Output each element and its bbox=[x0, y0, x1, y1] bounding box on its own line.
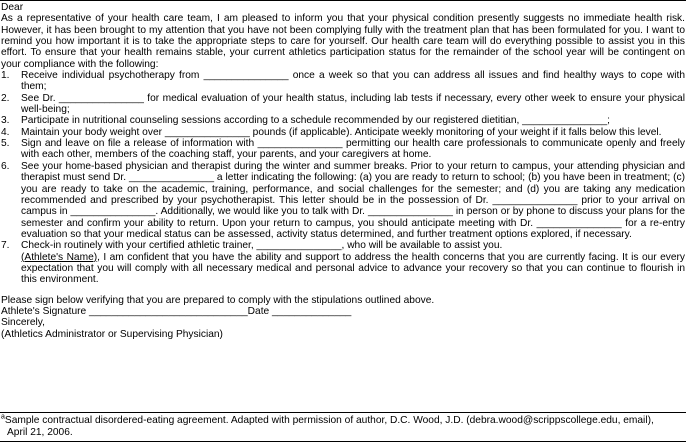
requirements-list bbox=[1, 70, 685, 252]
footnote bbox=[1, 415, 685, 439]
item-text: See Dr. _______________ for medical evaluation of your health status, including lab tests if necessary, every other week to ensure your physical well-being; bbox=[21, 92, 685, 116]
item-text: See your home-based physician and therapist during the winter and summer breaks. Prior to your return to campus, your attending physician and therapist must send Dr. _______________ a letter indicating the following: (a) you are ready to return to school; (b) you have been in treatment; (c) you are ready to take on the academic, training, performance, and social challenges for the semester; and (d) you are taking any medication recommended and prescribed by your psychotherapist. This letter should be in the possession of Dr. _______________ prior to your arrival on campus in _______________. Additionally, we would like you to talk with Dr. _______________ in person or by phone to discuss your plans for the semester and confirm your ability to return. Upon your return to campus, you should anticipate meeting with Dr. _______________ for a re-entry evaluation so that your medical status can be assessed, activity status determined, and further treatment options explored, if necessary. bbox=[21, 160, 685, 240]
list-item bbox=[1, 127, 685, 138]
signature-line: Athlete's Signature ____________________________Date ______________ bbox=[1, 305, 352, 317]
closing-paragraph bbox=[1, 252, 685, 286]
letter-body bbox=[1, 2, 685, 340]
footnote-line-2: April 21, 2006. bbox=[7, 426, 73, 438]
item-number: 6. bbox=[1, 160, 10, 172]
item-number: 3. bbox=[1, 115, 10, 127]
intro-paragraph: As a representative of your health care team, I am pleased to inform you that your physical condition presently suggests no immediate health risk. However, it has been brought to my attention that you have not been complying fully with the treatment plan that has been formulated for you. I want to remind you how important it is to take the appropriate steps to care for yourself. Our health care team will do everything possible to assist you in this effort. To ensure that your health remains stable, your current athletics participation status for the remainder of the school year will be contingent on your compliance with the following: bbox=[1, 13, 685, 70]
item-text: Check-in routinely with your certified athletic trainer, _______________, who will be available to assist you. bbox=[21, 240, 503, 252]
footnote-marker: a bbox=[1, 413, 5, 421]
item-text: Sign and leave on file a release of information with _______________ permitting our health care professionals to communicate openly and freely with each other, members of the coaching staff, your parents, and your caregivers at home. bbox=[21, 138, 685, 161]
spacer bbox=[1, 286, 685, 295]
item-number: 5. bbox=[1, 138, 10, 150]
list-item bbox=[1, 93, 685, 116]
sign-request: Please sign below verifying that you are prepared to comply with the stipulations outlined above. bbox=[1, 294, 435, 306]
item-text: Maintain your body weight over _______________ pounds (if applicable). Anticipate weekly monitoring of your weight if it falls below this level. bbox=[21, 126, 662, 138]
list-item bbox=[1, 240, 685, 251]
footnote-rule bbox=[0, 412, 686, 413]
greeting: Dear bbox=[1, 2, 24, 13]
closing-text: , I am confident that you have the ability and support to address the health concerns that you are currently facing. It is our every expectation that you will comply with all necessary medical and personal advice to advance your recovery so that you can continue to flourish in this environment. bbox=[21, 251, 685, 286]
item-number: 2. bbox=[1, 92, 10, 104]
list-item bbox=[1, 70, 685, 93]
list-item bbox=[1, 161, 685, 240]
item-text: Participate in nutritional counseling sessions according to a schedule recommended by our registered dietitian, _______________; bbox=[21, 115, 610, 127]
sincerely: Sincerely, bbox=[1, 317, 45, 329]
list-item bbox=[1, 138, 685, 161]
item-text: Receive individual psychotherapy from _______________ once a week so that you can address all issues and find healthy ways to cope with them; bbox=[21, 70, 685, 93]
list-item bbox=[1, 115, 685, 126]
item-number: 1. bbox=[1, 70, 10, 82]
footnote-text: Sample contractual disordered-eating agreement. Adapted with permission of author, D.C. Wood, J.D. (debra.wood@scrippscollege.edu, email), bbox=[4, 415, 654, 426]
item-number: 4. bbox=[1, 126, 10, 138]
footnote-line-1 bbox=[1, 415, 685, 427]
athlete-name-placeholder: (Athlete's Name) bbox=[21, 251, 98, 263]
signer: (Athletics Administrator or Supervising Physician) bbox=[1, 328, 223, 340]
top-rule bbox=[0, 0, 686, 1]
item-number: 7. bbox=[1, 240, 10, 252]
